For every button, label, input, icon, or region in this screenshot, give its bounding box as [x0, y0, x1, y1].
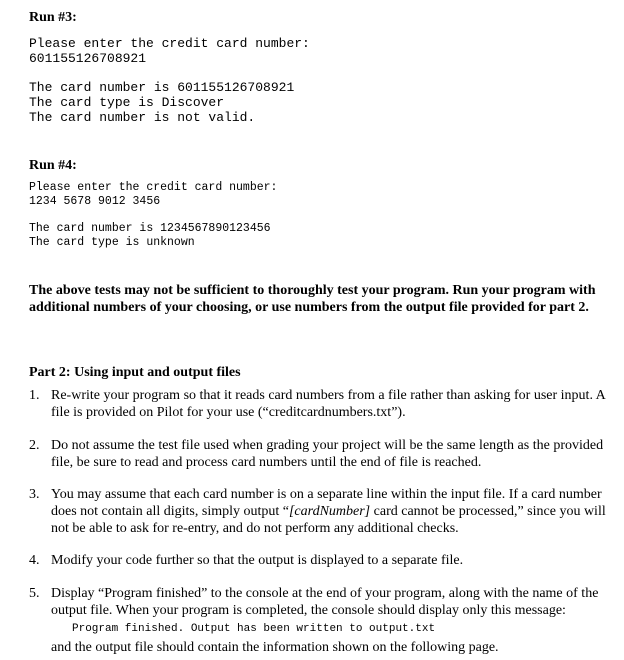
run4-prompt: Please enter the credit card number:	[29, 181, 278, 194]
run3-heading: Run #3:	[29, 10, 77, 25]
run4-output-number: The card number is 1234567890123456	[29, 222, 271, 235]
list-item-line: Display “Program finished” to the console at the end of your program, along with the name of the	[51, 586, 599, 601]
run3-output-validity: The card number is not valid.	[29, 110, 256, 125]
testing-note-line2: additional numbers of your choosing, or use numbers from the output file provided for part 2.	[29, 300, 589, 315]
list-item-text: does not contain all digits, simply output “	[51, 504, 289, 519]
list-item-line: Do not assume the test file used when grading your project will be the same length as the provided	[51, 438, 604, 453]
list-item-line: Re-write your program so that it reads card numbers from a file rather than asking for user input. A	[51, 388, 606, 403]
list-item-number: 5.	[29, 586, 40, 601]
part2-heading: Part 2: Using input and output files	[29, 365, 241, 380]
card-number-placeholder: [cardNumber]	[288, 504, 371, 519]
list-item-line: file is provided on Pilot for your use (“creditcardnumbers.txt”).	[51, 405, 406, 420]
run3-output-number: The card number is 601155126708921	[29, 80, 295, 95]
list-item-line: Modify your code further so that the output is displayed to a separate file.	[51, 553, 464, 568]
run4-input: 1234 5678 9012 3456	[29, 195, 161, 208]
list-item-number: 3.	[29, 487, 40, 502]
console-message-code: Program finished. Output has been written to output.txt	[72, 623, 436, 635]
list-item-line	[51, 503, 621, 520]
list-item-number: 4.	[29, 553, 40, 568]
list-item-line: not be able to ask for re-entry, and do not perform any additional checks.	[51, 521, 459, 536]
run4-heading: Run #4:	[29, 158, 77, 173]
list-item-line: You may assume that each card number is on a separate line within the input file. If a card number	[51, 487, 602, 502]
run4-output-type: The card type is unknown	[29, 236, 195, 249]
list-item-line: file, be sure to read and process card numbers until the end of file is reached.	[51, 455, 482, 470]
list-item-number: 1.	[29, 388, 40, 403]
testing-note	[29, 282, 619, 316]
list-item-number: 2.	[29, 438, 40, 453]
run3-prompt: Please enter the credit card number:	[29, 36, 310, 51]
list-item-text: card cannot be processed,” since you will	[370, 504, 606, 519]
list-item-line: and the output file should contain the information shown on the following page.	[51, 640, 499, 655]
list-item-line: output file. When your program is completed, the console should display only this message:	[51, 603, 566, 618]
testing-note-line1: The above tests may not be sufficient to thoroughly test your program. Run your program with	[29, 283, 596, 298]
run3-input: 601155126708921	[29, 51, 147, 66]
run3-output-type: The card type is Discover	[29, 95, 225, 110]
